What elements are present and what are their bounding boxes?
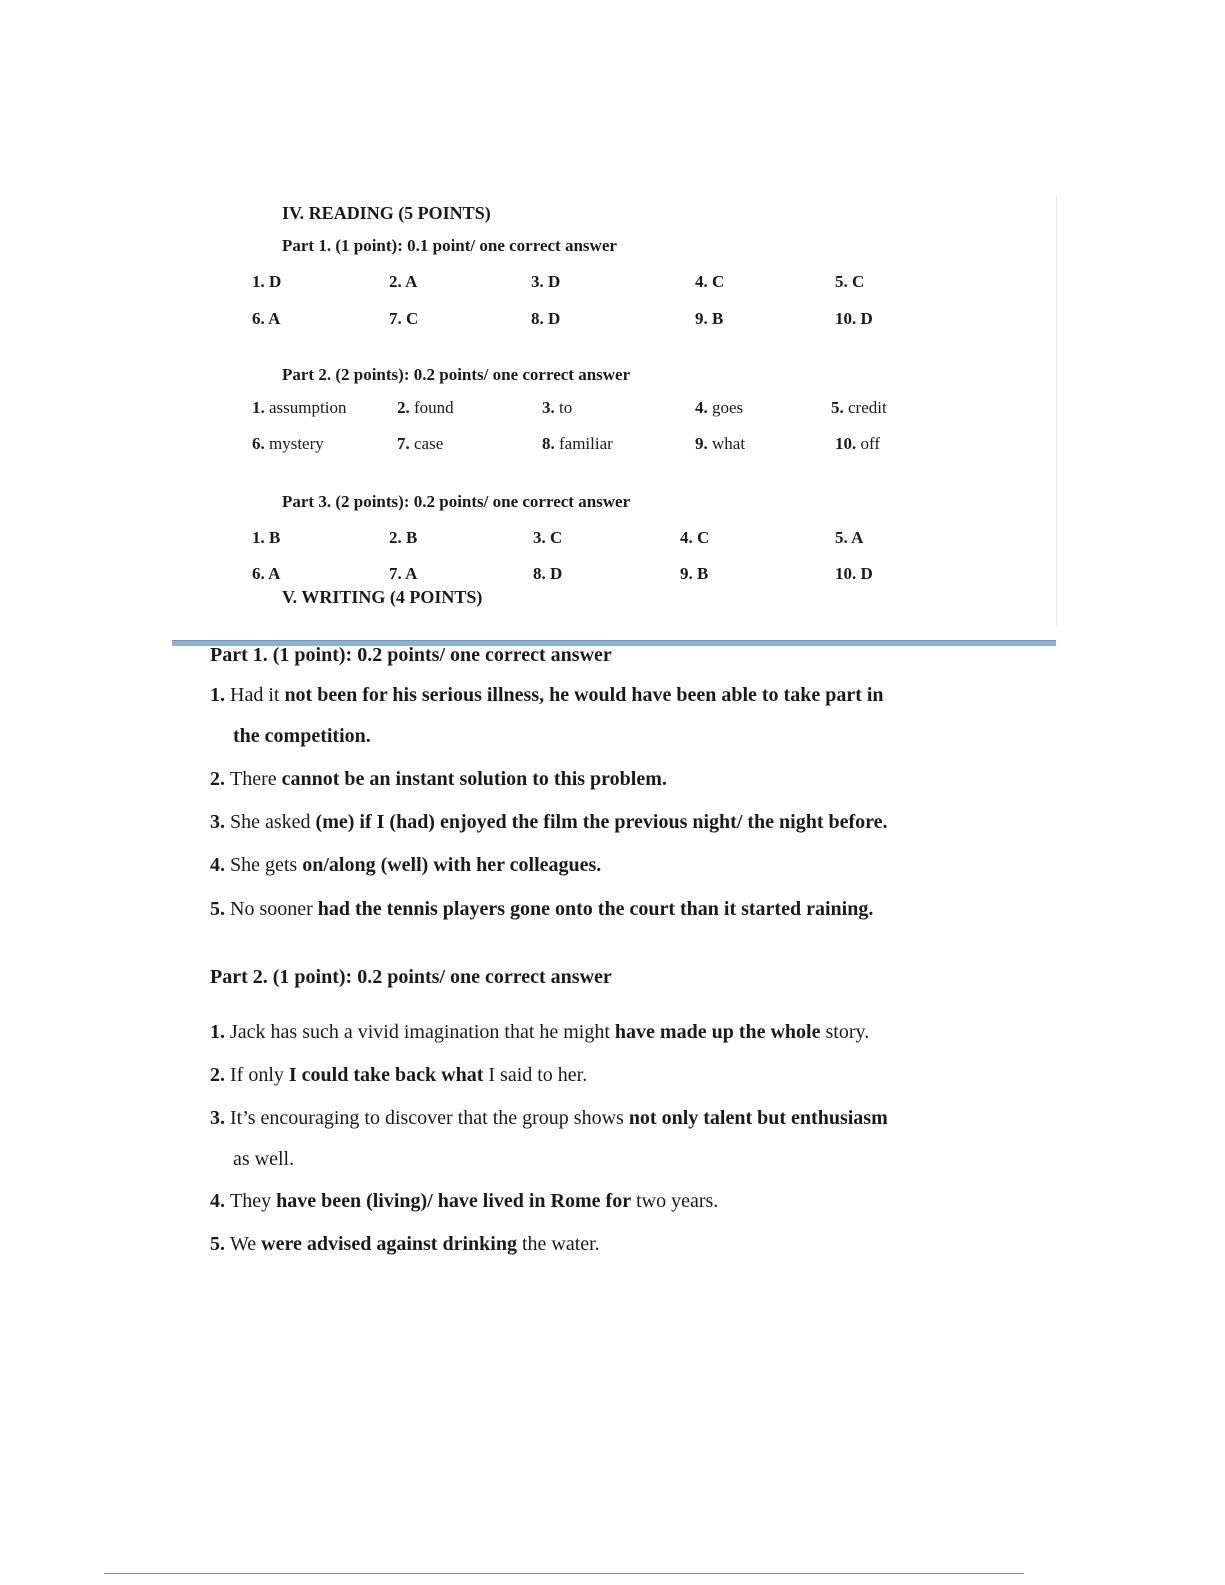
prompt-text: If only	[230, 1064, 289, 1086]
answer-cell	[831, 398, 887, 418]
answer-cell	[542, 434, 613, 454]
answer-number: 4.	[680, 528, 697, 547]
answer-cell	[695, 272, 724, 292]
prompt-text: They	[230, 1190, 277, 1212]
answer-number: 1.	[252, 398, 269, 417]
footer-rule	[104, 1573, 1024, 1574]
answer-number: 10.	[835, 309, 861, 328]
answer-number: 9.	[695, 309, 712, 328]
answer-line	[233, 725, 371, 748]
answer-value: C	[852, 272, 865, 291]
answer-cell	[695, 309, 723, 329]
answer-cell	[835, 434, 880, 454]
answer-cell	[835, 528, 863, 548]
answer-value: B	[269, 528, 281, 547]
prompt-text: It’s encouraging to discover that the group shows	[230, 1107, 629, 1129]
answer-cell	[252, 564, 280, 584]
answer-cell	[252, 272, 281, 292]
answer-cell	[542, 398, 572, 418]
answer-number: 6.	[252, 434, 269, 453]
writing-part1-heading: Part 1. (1 point): 0.2 points/ one correct answer	[210, 644, 612, 666]
answer-key-text: not only talent but enthusiasm	[628, 1107, 888, 1129]
writing-title: V. WRITING (4 POINTS)	[282, 587, 483, 607]
answer-value: B	[712, 309, 724, 328]
answer-number: 8.	[531, 309, 548, 328]
prompt-text: No sooner	[230, 898, 318, 920]
answer-line	[210, 1233, 600, 1256]
prompt-text: the water.	[516, 1233, 600, 1255]
answer-value: D	[550, 564, 563, 583]
answer-number: 7.	[397, 434, 414, 453]
answer-number: 1.	[252, 528, 269, 547]
item-number: 3.	[210, 1107, 230, 1129]
answer-cell	[389, 272, 417, 292]
answer-value: C	[697, 528, 710, 547]
item-number: 5.	[210, 898, 230, 920]
answer-key-text: have been (living)/ have lived in Rome for	[276, 1190, 632, 1212]
answer-value: A	[268, 309, 281, 328]
answer-number: 4.	[695, 272, 712, 291]
answer-number: 4.	[695, 398, 712, 417]
answer-value: A	[851, 528, 864, 547]
answer-line	[210, 1107, 888, 1130]
answer-cell	[252, 434, 324, 454]
answer-cell	[397, 398, 454, 418]
answer-cell	[397, 434, 443, 454]
reading-title: IV. READING (5 POINTS)	[282, 203, 491, 223]
item-number: 4.	[210, 854, 230, 876]
answer-value: A	[268, 564, 281, 583]
answer-cell	[835, 564, 873, 584]
answer-line	[210, 898, 873, 921]
reading-part1-heading: Part 1. (1 point): 0.1 point/ one correct answer	[282, 236, 617, 255]
item-number: 2.	[210, 768, 230, 790]
answer-number: 5.	[835, 272, 852, 291]
answer-number: 2.	[397, 398, 414, 417]
answer-number: 6.	[252, 564, 269, 583]
answer-key-text: I could take back what	[288, 1064, 484, 1086]
answer-value: A	[405, 564, 418, 583]
item-number: 1.	[210, 684, 230, 706]
answer-value: credit	[848, 398, 887, 417]
answer-value: B	[406, 528, 418, 547]
answer-number: 8.	[542, 434, 559, 453]
answer-line	[210, 1021, 869, 1044]
answer-number: 2.	[389, 272, 406, 291]
answer-value: found	[414, 398, 454, 417]
answer-cell	[835, 309, 873, 329]
reading-part2-heading: Part 2. (2 points): 0.2 points/ one correct answer	[282, 365, 631, 384]
answer-number: 9.	[695, 434, 712, 453]
answer-value: A	[405, 272, 418, 291]
prompt-text: I said to her.	[483, 1064, 588, 1086]
answer-key-text: had the tennis players gone onto the court than it started raining.	[317, 898, 874, 920]
prompt-text: We	[230, 1233, 262, 1255]
reading-part3-heading: Part 3. (2 points): 0.2 points/ one correct answer	[282, 492, 631, 511]
answer-line	[210, 854, 601, 877]
answer-cell	[252, 309, 280, 329]
answer-value: D	[269, 272, 282, 291]
item-number: 1.	[210, 1021, 230, 1043]
answer-cell	[680, 564, 708, 584]
answer-value: C	[406, 309, 419, 328]
answer-cell	[835, 272, 864, 292]
prompt-text: as well.	[233, 1148, 295, 1170]
writing-part2-heading: Part 2. (1 point): 0.2 points/ one correct answer	[210, 966, 612, 988]
answer-cell	[533, 564, 562, 584]
answer-cell	[680, 528, 709, 548]
answer-number: 1.	[252, 272, 269, 291]
answer-line	[210, 684, 884, 707]
answer-key-text: the competition.	[233, 725, 371, 747]
answer-cell	[695, 434, 745, 454]
answer-number: 10.	[835, 434, 861, 453]
answer-value: D	[860, 564, 873, 583]
item-number: 5.	[210, 1233, 230, 1255]
answer-cell	[531, 309, 560, 329]
answer-key-text: cannot be an instant solution to this problem.	[281, 768, 667, 790]
answer-value: off	[860, 434, 881, 453]
answer-value: D	[548, 309, 561, 328]
answer-value: case	[414, 434, 444, 453]
answer-key-text: have made up the whole	[614, 1021, 821, 1043]
answer-value: goes	[712, 398, 744, 417]
answer-key-text: were advised against drinking	[261, 1233, 517, 1255]
prompt-text: She asked	[230, 811, 316, 833]
answer-value: assumption	[269, 398, 347, 417]
prompt-text: story.	[820, 1021, 870, 1043]
answer-value: mystery	[269, 434, 324, 453]
answer-number: 5.	[835, 528, 852, 547]
answer-value: D	[548, 272, 561, 291]
answer-cell	[531, 272, 560, 292]
prompt-text: There	[230, 768, 282, 790]
answer-cell	[389, 564, 417, 584]
answer-key-text: not been for his serious illness, he would have been able to take part in	[284, 684, 884, 706]
answer-number: 9.	[680, 564, 697, 583]
answer-key-text: (me) if I (had) enjoyed the film the previous night/ the night before.	[315, 811, 888, 833]
answer-value: B	[697, 564, 709, 583]
prompt-text: Had it	[230, 684, 285, 706]
item-number: 4.	[210, 1190, 230, 1212]
item-number: 3.	[210, 811, 230, 833]
answer-line	[210, 768, 667, 791]
answer-line	[210, 1064, 587, 1087]
answer-number: 2.	[389, 528, 406, 547]
answer-cell	[389, 528, 417, 548]
item-number: 2.	[210, 1064, 230, 1086]
answer-cell	[389, 309, 418, 329]
answer-cell	[695, 398, 743, 418]
answer-value: C	[550, 528, 563, 547]
answer-number: 3.	[531, 272, 548, 291]
answer-cell	[252, 398, 346, 418]
prompt-text: Jack has such a vivid imagination that he might	[230, 1021, 615, 1043]
answer-value: to	[559, 398, 573, 417]
answer-line	[233, 1148, 294, 1171]
answer-number: 7.	[389, 564, 406, 583]
answer-line	[210, 1190, 718, 1213]
answer-value: D	[860, 309, 873, 328]
answer-key-text: on/along (well) with her colleagues.	[302, 854, 602, 876]
answer-number: 3.	[533, 528, 550, 547]
answer-value: familiar	[559, 434, 613, 453]
answer-number: 8.	[533, 564, 550, 583]
answer-line	[210, 811, 888, 834]
answer-number: 3.	[542, 398, 559, 417]
answer-cell	[252, 528, 280, 548]
answer-number: 6.	[252, 309, 269, 328]
answer-number: 7.	[389, 309, 406, 328]
answer-number: 10.	[835, 564, 861, 583]
answer-cell	[533, 528, 562, 548]
prompt-text: She gets	[230, 854, 303, 876]
answer-value: what	[712, 434, 746, 453]
answer-number: 5.	[831, 398, 848, 417]
prompt-text: two years.	[631, 1190, 719, 1212]
answer-value: C	[712, 272, 725, 291]
